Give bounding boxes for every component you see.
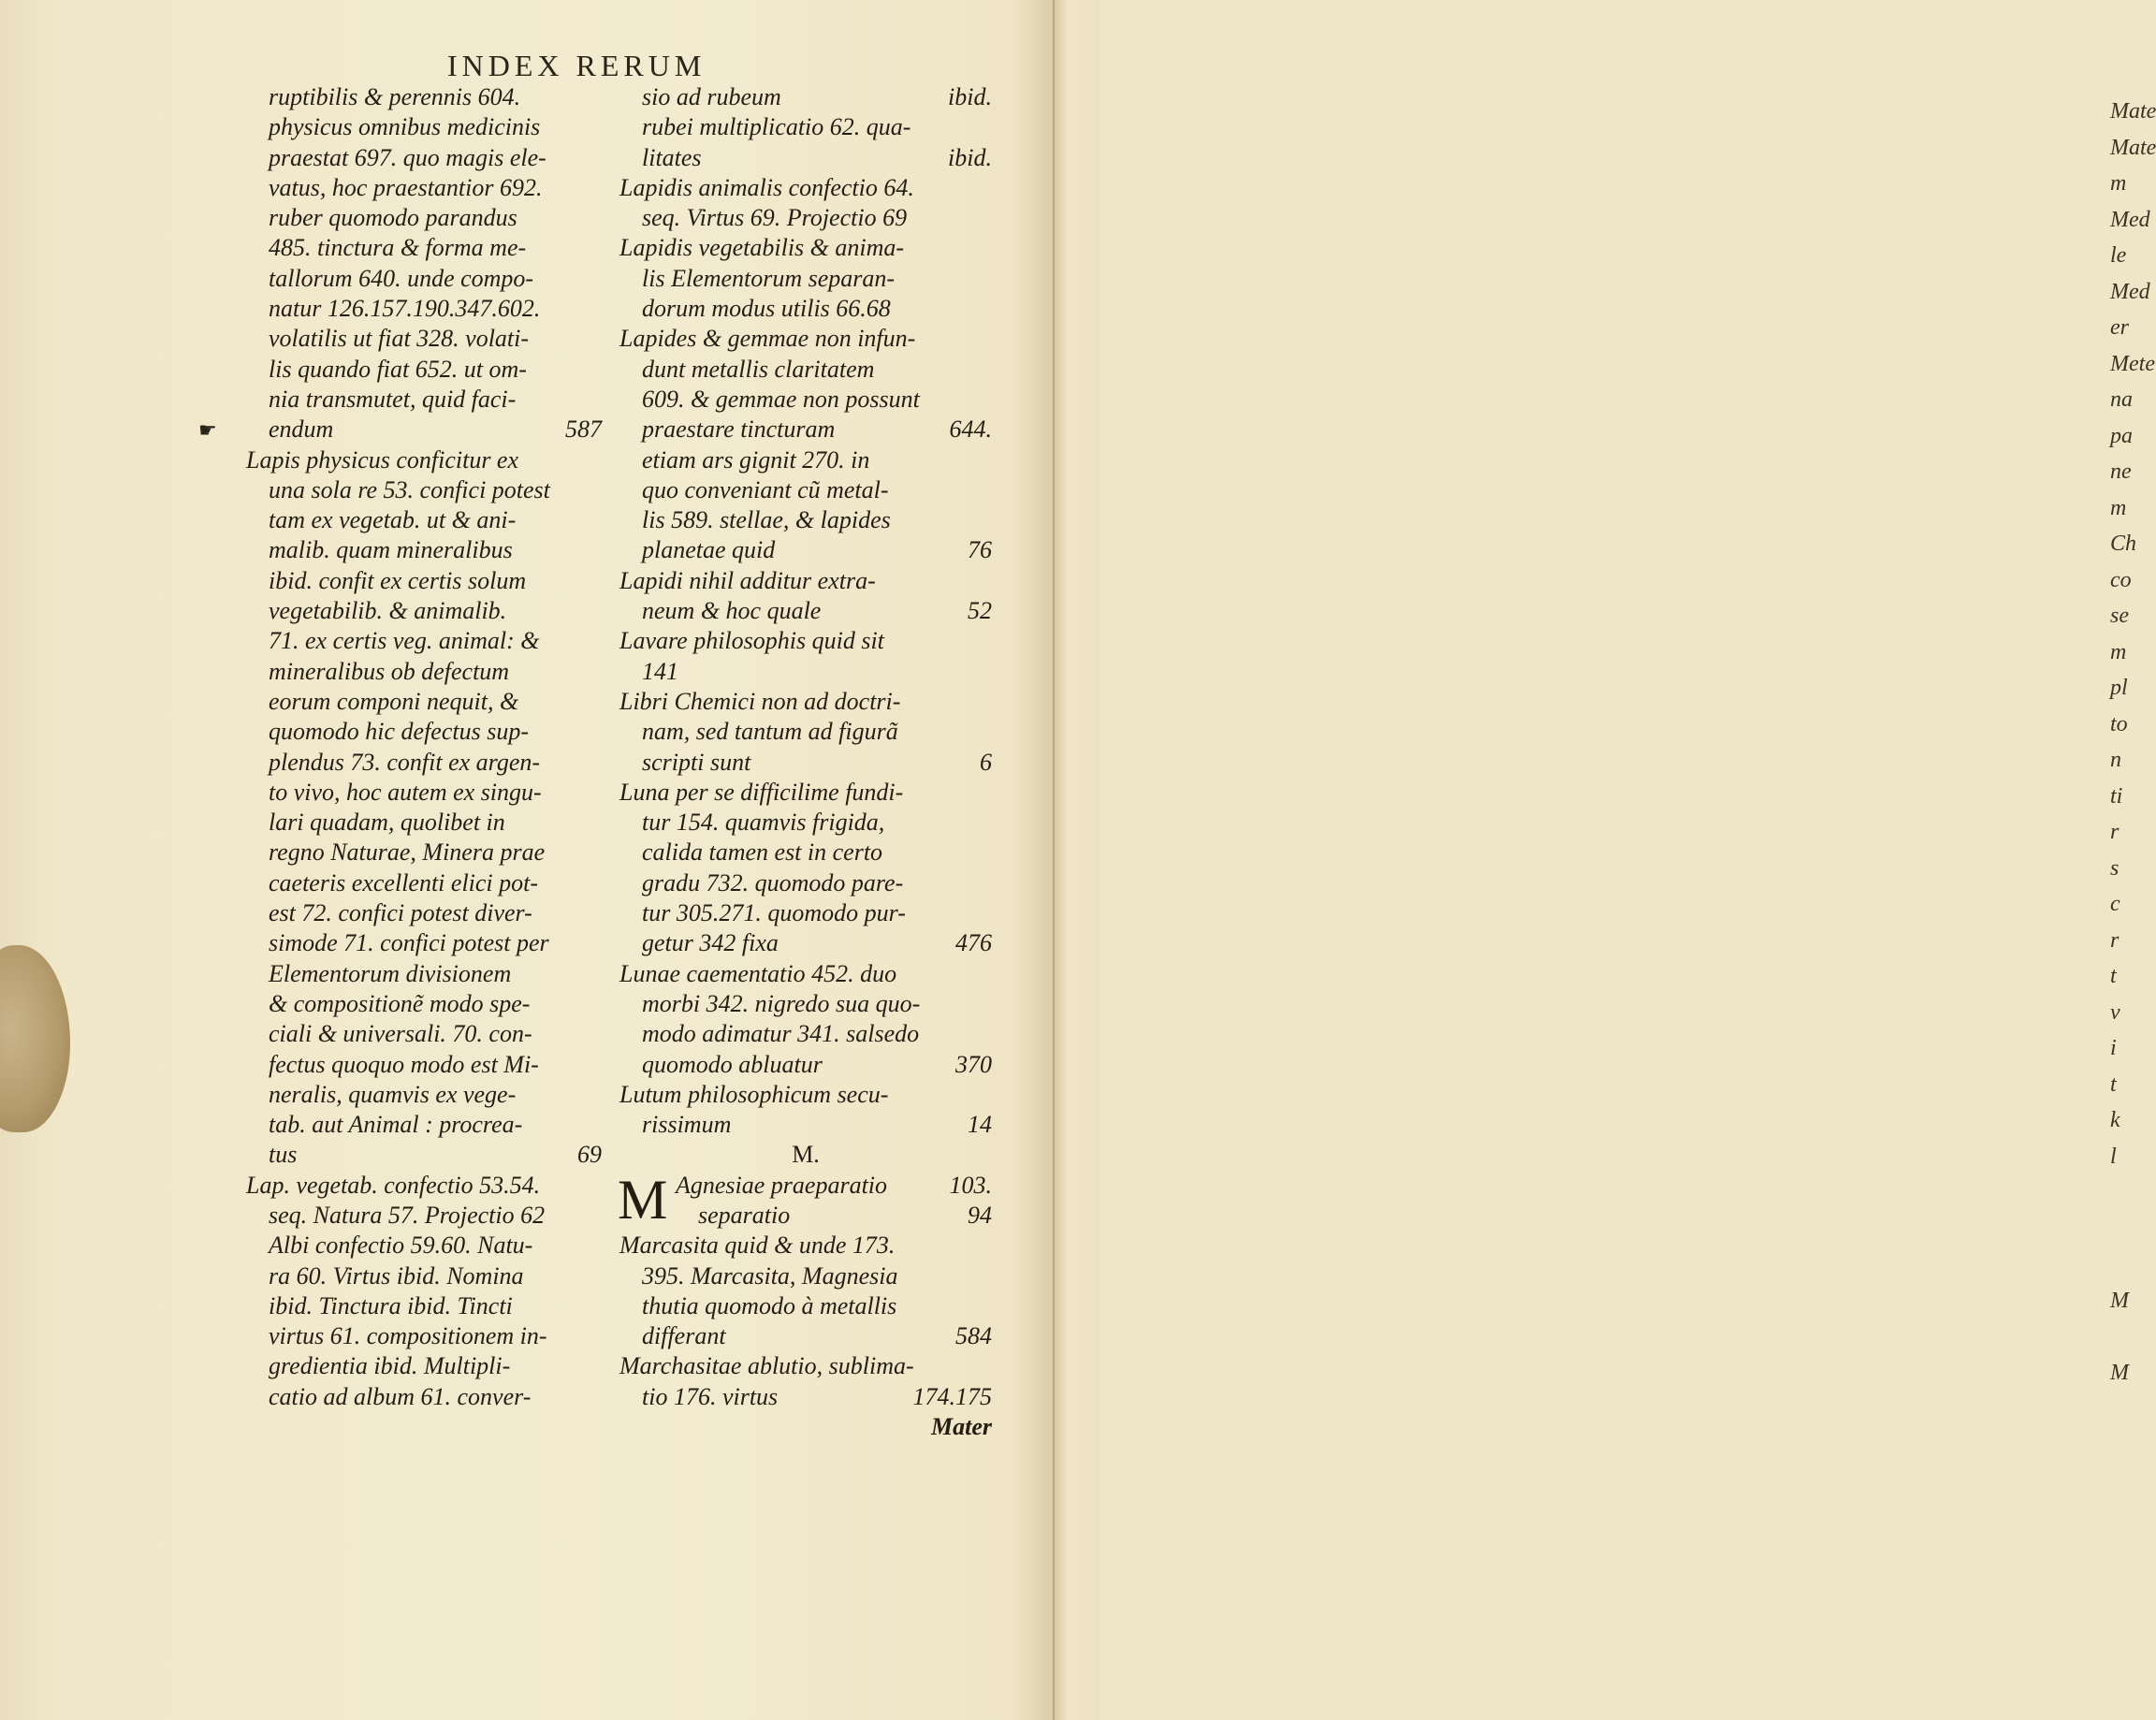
entry-text: rubei multiplicatio 62. qua- <box>642 113 911 141</box>
index-entry-line <box>246 385 602 415</box>
index-entry-line <box>619 112 992 142</box>
entry-text: malib. quam mineralibus <box>269 536 513 564</box>
entry-text: lari quadam, quolibet in <box>269 809 505 837</box>
entry-text: tio 176. virtus <box>642 1382 779 1410</box>
entry-text: tus <box>269 1141 298 1169</box>
index-entry-head <box>619 959 992 989</box>
index-entry-line <box>246 324 602 354</box>
index-entry-line <box>619 1171 992 1201</box>
entry-text: una sola re 53. confici potest <box>269 475 550 503</box>
entry-text: endum <box>269 415 334 444</box>
index-entry-line <box>619 596 992 626</box>
index-entry-line <box>246 1382 602 1412</box>
margin-fragment: le <box>2110 243 2127 268</box>
page-ref: 370 <box>955 1050 992 1078</box>
entry-text: quomodo hic defectus sup- <box>269 718 530 746</box>
index-entry-line <box>246 717 602 747</box>
right-column <box>619 82 992 1442</box>
index-entry-head <box>619 233 992 263</box>
entry-text: tallorum 640. unde compo- <box>269 264 534 292</box>
index-entry-line <box>619 264 992 294</box>
index-entry-line <box>619 385 992 415</box>
index-entry-line <box>619 203 992 233</box>
index-entry-line <box>619 1321 992 1351</box>
entry-text: thutia quomodo à metallis <box>642 1291 897 1319</box>
index-entry-line <box>246 898 602 928</box>
entry-text: sio ad rubeum <box>642 83 781 110</box>
page-ref: 644. <box>949 415 992 444</box>
margin-fragment: M <box>2110 1288 2129 1313</box>
margin-fragment: m <box>2110 639 2127 664</box>
margin-fragment: to <box>2110 711 2128 736</box>
index-entry-line <box>246 838 602 867</box>
page-ref: ibid. <box>948 143 992 171</box>
index-entry-line <box>619 535 992 565</box>
index-entry-head <box>246 445 602 475</box>
margin-fragment: t <box>2110 1071 2117 1097</box>
page-ref: 587 <box>565 415 602 444</box>
entry-text: tur 154. quamvis frigida, <box>642 809 885 837</box>
entry-text: seq. Natura 57. Projectio 62 <box>269 1201 546 1229</box>
entry-text: Lunae caementatio 452. duo <box>619 959 897 987</box>
entry-text: vatus, hoc praestantior 692. <box>269 173 543 201</box>
index-entry-line <box>619 445 992 475</box>
paper-stain <box>0 945 70 1132</box>
entry-text: ibid. confit ex certis solum <box>269 566 527 594</box>
entry-text: 141 <box>642 657 678 685</box>
index-entry-line <box>619 657 992 687</box>
index-entry-line <box>619 82 992 112</box>
margin-fragment: Ch <box>2110 532 2137 556</box>
index-entry-line <box>246 748 602 778</box>
entry-text: eorum componi nequit, & <box>269 687 519 715</box>
entry-text: 609. & gemmae non possunt <box>642 385 920 413</box>
margin-fragment: m <box>2110 495 2127 520</box>
index-entry-line <box>619 1382 992 1412</box>
index-entry-line <box>246 1201 602 1231</box>
entry-text: Lap. vegetab. confectio 53.54. <box>246 1171 541 1199</box>
entry-text: scripti sunt <box>642 748 751 776</box>
entry-text: 71. ex certis veg. animal: & <box>269 627 540 655</box>
margin-fragment: ti <box>2110 783 2123 809</box>
margin-fragment <box>2110 1319 2154 1355</box>
index-entry-line <box>619 475 992 505</box>
entry-text: tam ex vegetab. ut & ani- <box>269 506 517 534</box>
index-entry-line <box>246 1110 602 1140</box>
entry-text: Lapides & gemmae non infun- <box>619 325 916 353</box>
index-entry-line <box>246 264 602 294</box>
margin-fragment: Mate <box>2110 99 2156 124</box>
entry-text: 485. tinctura & forma me- <box>269 234 527 262</box>
entry-text: natur 126.157.190.347.602. <box>269 295 541 323</box>
entry-text: praestare tincturam <box>642 415 836 444</box>
entry-text: Albi confectio 59.60. Natu- <box>269 1232 533 1260</box>
index-entry-line <box>246 868 602 898</box>
dropcap-block <box>618 1168 992 1232</box>
page-ref: 174.175 <box>912 1382 992 1410</box>
index-entry-line <box>246 928 602 958</box>
entry-text: Marchasitae ablutio, sublima- <box>619 1352 914 1380</box>
margin-fragment: c <box>2110 892 2120 916</box>
index-entry-line <box>246 1321 602 1351</box>
entry-text: quo conveniant cũ metal- <box>642 475 889 503</box>
margin-fragments <box>2110 94 2154 1391</box>
page-ref: 69 <box>577 1141 602 1169</box>
entry-text: praestat 697. quo magis ele- <box>269 143 546 171</box>
left-column <box>246 82 602 1412</box>
index-entry-line <box>619 868 992 898</box>
index-entry-line <box>619 717 992 747</box>
marginal-mark: ☛ <box>198 419 217 443</box>
margin-fragment: M <box>2110 1360 2129 1385</box>
index-entry-line <box>619 355 992 385</box>
letter-heading: M. <box>792 1141 820 1169</box>
entry-text: neum & hoc quale <box>642 597 822 625</box>
catchword: Mater <box>931 1413 992 1441</box>
entry-text: dunt metallis claritatem <box>642 355 875 383</box>
margin-fragment: na <box>2110 387 2133 412</box>
entry-text: differant <box>642 1322 726 1350</box>
index-entry-line <box>246 173 602 203</box>
entry-text: Agnesiae praeparatio <box>676 1171 888 1199</box>
entry-text: & compositionẽ modo spe- <box>269 989 531 1017</box>
margin-fragment: v <box>2110 999 2120 1025</box>
margin-fragment <box>2110 1211 2154 1247</box>
index-entry-line <box>246 1019 602 1049</box>
entry-text: ra 60. Virtus ibid. Nomina <box>269 1261 524 1290</box>
index-entry-head <box>246 1171 602 1201</box>
margin-fragment: s <box>2110 855 2120 881</box>
entry-text: neralis, quamvis ex vege- <box>269 1080 517 1108</box>
entry-text: Lavare philosophis quid sit <box>619 627 884 655</box>
entry-text: 395. Marcasita, Magnesia <box>642 1261 898 1290</box>
index-entry-line <box>246 203 602 233</box>
entry-text: planetae quid <box>642 536 776 564</box>
index-entry-head <box>619 1351 992 1381</box>
margin-fragment: k <box>2110 1108 2120 1132</box>
index-entry-line <box>619 898 992 928</box>
margin-fragment: pl <box>2110 676 2128 700</box>
index-entry-line <box>619 1050 992 1080</box>
margin-fragment: m <box>2110 171 2127 196</box>
margin-fragment: n <box>2110 748 2121 772</box>
page-ref: 476 <box>955 929 992 957</box>
index-entry-head <box>619 566 992 596</box>
margin-fragment: t <box>2110 964 2117 988</box>
index-entry-line <box>246 657 602 687</box>
entry-text: lis 589. stellae, & lapides <box>642 506 891 534</box>
entry-text: calida tamen est in certo <box>642 838 883 867</box>
entry-text: morbi 342. nigredo sua quo- <box>642 989 921 1017</box>
page-ref: 103. <box>949 1171 992 1199</box>
next-page-edge <box>1053 0 2156 1720</box>
entry-text: vegetabilib. & animalib. <box>269 597 507 625</box>
entry-text: ciali & universali. 70. con- <box>269 1020 532 1048</box>
index-entry-line <box>619 143 992 173</box>
margin-fragment: Mate <box>2110 135 2156 160</box>
entry-text: Lapidis animalis confectio 64. <box>619 173 914 201</box>
entry-text: nam, sed tantum ad figurã <box>642 718 898 746</box>
index-entry-line <box>246 1080 602 1110</box>
entry-text: ruber quomodo parandus <box>269 204 517 232</box>
margin-fragment: er <box>2110 315 2129 340</box>
page-ref: 6 <box>980 748 992 776</box>
index-entry-line <box>246 505 602 535</box>
margin-fragment: r <box>2110 927 2120 953</box>
index-entry-line <box>619 928 992 958</box>
index-entry-line <box>246 596 602 626</box>
page-ref: ibid. <box>948 83 992 110</box>
entry-text: gradu 732. quomodo pare- <box>642 868 904 896</box>
entry-text: litates <box>642 143 702 171</box>
index-entry-head <box>619 173 992 203</box>
entry-text: gredientia ibid. Multipli- <box>269 1352 511 1380</box>
entry-text: regno Naturae, Minera prae <box>269 838 546 867</box>
margin-fragment: pa <box>2110 423 2133 448</box>
index-entry-line <box>619 838 992 867</box>
entry-text: nia transmutet, quid faci- <box>269 385 517 413</box>
index-entry-line <box>619 1261 992 1291</box>
entry-text: volatilis ut fiat 328. volati- <box>269 325 530 353</box>
margin-fragment: ne <box>2110 459 2132 484</box>
index-entry-line <box>619 505 992 535</box>
margin-fragment: se <box>2110 604 2129 628</box>
entry-text: catio ad album 61. conver- <box>269 1382 532 1410</box>
entry-text: Lutum philosophicum secu- <box>619 1080 889 1108</box>
margin-fragment: i <box>2110 1036 2117 1060</box>
entry-text: plendus 73. confit ex argen- <box>269 748 541 776</box>
index-entry-line <box>246 112 602 142</box>
index-entry-line <box>246 143 602 173</box>
entry-text: tur 305.271. quomodo pur- <box>642 899 906 927</box>
index-entry-line <box>246 959 602 989</box>
margin-fragment <box>2110 1174 2154 1211</box>
margin-fragment: Med <box>2110 207 2150 232</box>
entry-text: modo adimatur 341. salsedo <box>642 1020 920 1048</box>
index-entry-line <box>246 535 602 565</box>
index-entry-line <box>619 294 992 324</box>
index-entry-line <box>619 748 992 778</box>
entry-text: quomodo abluatur <box>642 1050 823 1078</box>
index-entry-line <box>246 566 602 596</box>
index-entry-head <box>619 687 992 717</box>
entry-text: Marcasita quid & unde 173. <box>619 1232 896 1260</box>
index-entry-line <box>246 1261 602 1291</box>
index-entry-line <box>619 1201 992 1231</box>
entry-text: etiam ars gignit 270. in <box>642 445 870 474</box>
index-entry-line <box>246 1140 602 1170</box>
index-entry-line <box>246 82 602 112</box>
entry-text: tab. aut Animal : procrea- <box>269 1111 523 1139</box>
entry-text: lis Elementorum separan- <box>642 264 896 292</box>
index-entry-line <box>619 1291 992 1321</box>
dropcap-letter: M <box>618 1168 668 1231</box>
entry-text: fectus quoquo modo est Mi- <box>269 1050 539 1078</box>
index-entry-line <box>246 1050 602 1080</box>
entry-text: separatio <box>698 1201 791 1229</box>
entry-text: seq. Virtus 69. Projectio 69 <box>642 204 908 232</box>
entry-text: lis quando fiat 652. ut om- <box>269 355 527 383</box>
index-entry-line <box>619 1110 992 1140</box>
entry-text: to vivo, hoc autem ex singu- <box>269 778 542 806</box>
entry-text: rissimum <box>642 1111 732 1139</box>
entry-text: virtus 61. compositionem in- <box>269 1322 547 1350</box>
entry-text: ibid. Tinctura ibid. Tincti <box>269 1291 513 1319</box>
index-entry-head <box>619 324 992 354</box>
index-entry-line <box>246 415 602 445</box>
index-entry-head <box>619 1080 992 1110</box>
index-entry-line <box>246 1291 602 1321</box>
index-entry-line <box>619 415 992 445</box>
index-entry-line <box>246 294 602 324</box>
page-ref: 584 <box>955 1322 992 1350</box>
index-entry-head <box>619 1231 992 1261</box>
entry-text: dorum modus utilis 66.68 <box>642 295 891 323</box>
entry-text: Elementorum divisionem <box>269 959 512 987</box>
entry-text: Lapis physicus conficitur ex <box>246 445 519 474</box>
index-entry-line <box>246 355 602 385</box>
page-header: INDEX RERUM <box>447 49 707 82</box>
index-entry-line <box>246 626 602 656</box>
index-entry-head <box>619 778 992 808</box>
index-entry-line <box>246 233 602 263</box>
index-entry-line <box>246 1231 602 1261</box>
entry-text: simode 71. confici potest per <box>269 929 549 957</box>
entry-text: Lapidis vegetabilis & anima- <box>619 234 905 262</box>
index-entry-line <box>246 1351 602 1381</box>
index-entry-line <box>619 808 992 838</box>
margin-fragment: Med <box>2110 279 2150 304</box>
entry-text: est 72. confici potest diver- <box>269 899 532 927</box>
index-entry-line <box>246 808 602 838</box>
page-ref: 14 <box>968 1111 992 1139</box>
entry-text: mineralibus ob defectum <box>269 657 510 685</box>
index-entry-line <box>246 475 602 505</box>
margin-fragment: Mete <box>2110 351 2155 376</box>
margin-fragment: r <box>2110 820 2120 844</box>
index-entry-line <box>246 687 602 717</box>
margin-fragment: l <box>2110 1144 2117 1169</box>
page-ref: 94 <box>968 1201 992 1229</box>
entry-text: caeteris excellenti elici pot- <box>269 868 539 896</box>
index-entry-head <box>619 626 992 656</box>
index-entry-line <box>619 1019 992 1049</box>
entry-text: getur 342 fixa <box>642 929 779 957</box>
index-entry-line <box>246 989 602 1019</box>
index-entry-line <box>246 778 602 808</box>
entry-text: physicus omnibus medicinis <box>269 113 541 141</box>
entry-text: Luna per se difficilime fundi- <box>619 778 904 806</box>
entry-text: ruptibilis & perennis 604. <box>269 83 521 110</box>
margin-fragment <box>2110 1246 2154 1283</box>
index-entry-line <box>619 989 992 1019</box>
entry-text: Libri Chemici non ad doctri- <box>619 687 901 715</box>
page-ref: 76 <box>968 536 992 564</box>
margin-fragment: co <box>2110 567 2132 592</box>
page-ref: 52 <box>968 597 992 625</box>
entry-text: Lapidi nihil additur extra- <box>619 566 876 594</box>
